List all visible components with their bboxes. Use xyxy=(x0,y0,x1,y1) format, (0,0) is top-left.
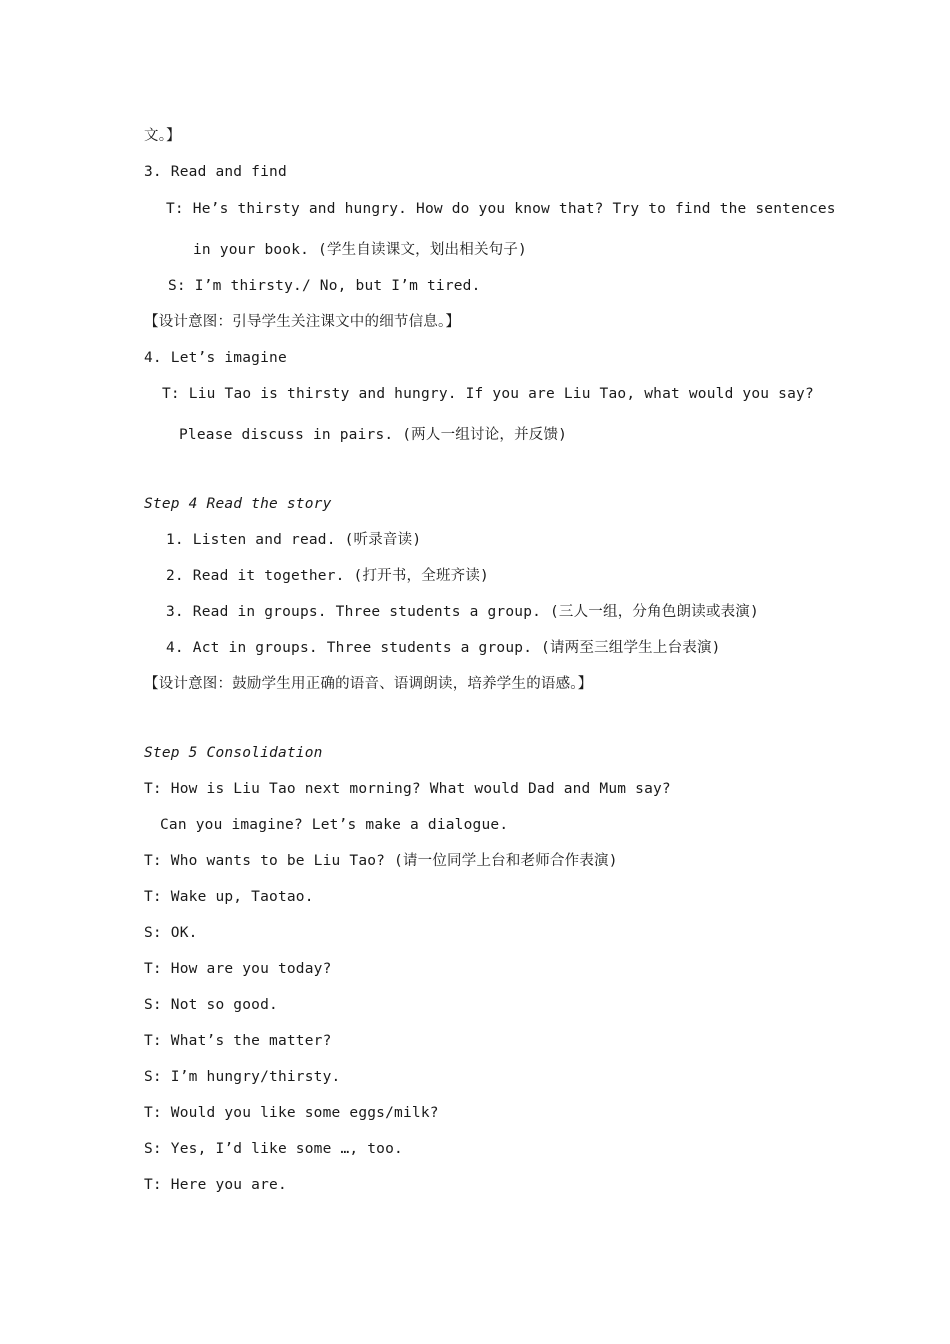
dialogue-line: Can you imagine? Let’s make a dialogue. xyxy=(160,817,509,833)
design-intent-note: 【设计意图：鼓励学生用正确的语音、语调朗读，培养学生的语感。】 xyxy=(144,676,593,692)
text-line: in your book. (学生自读课文，划出相关句子) xyxy=(193,242,527,258)
dialogue-line: T: Wake up, Taotao. xyxy=(144,889,314,905)
text-line: S: I’m thirsty./ No, but I’m tired. xyxy=(168,278,481,294)
list-item: 1. Listen and read. (听录音读) xyxy=(166,532,422,548)
text-line: T: Liu Tao is thirsty and hungry. If you are Liu Tao, what would you say? xyxy=(162,386,814,402)
list-item: 4. Act in groups. Three students a group. (请两至三组学生上台表演) xyxy=(166,640,721,656)
dialogue-line: T: Who wants to be Liu Tao? (请一位同学上台和老师合作表演) xyxy=(144,853,618,869)
section-heading: 3. Read and find xyxy=(144,164,287,180)
dialogue-line: S: Yes, I’d like some …, too. xyxy=(144,1141,403,1157)
dialogue-line: T: How is Liu Tao next morning? What would Dad and Mum say? xyxy=(144,781,671,797)
text-line: T: He’s thirsty and hungry. How do you know that? Try to find the sentences xyxy=(166,201,836,217)
text-line: 文。】 xyxy=(144,128,181,144)
dialogue-line: S: OK. xyxy=(144,925,198,941)
section-heading: 4. Let’s imagine xyxy=(144,350,287,366)
list-item: 3. Read in groups. Three students a group. (三人一组，分角色朗读或表演) xyxy=(166,604,759,620)
text-line: Please discuss in pairs. (两人一组讨论，并反馈) xyxy=(179,427,568,443)
dialogue-line: S: I’m hungry/thirsty. xyxy=(144,1069,341,1085)
step-heading: Step 5 Consolidation xyxy=(144,745,323,761)
dialogue-line: T: Would you like some eggs/milk? xyxy=(144,1105,439,1121)
design-intent-note: 【设计意图：引导学生关注课文中的细节信息。】 xyxy=(144,314,461,330)
dialogue-line: T: Here you are. xyxy=(144,1177,287,1193)
list-item: 2. Read it together. (打开书，全班齐读) xyxy=(166,568,489,584)
dialogue-line: T: How are you today? xyxy=(144,961,332,977)
dialogue-line: T: What’s the matter? xyxy=(144,1033,332,1049)
step-heading: Step 4 Read the story xyxy=(144,496,332,512)
dialogue-line: S: Not so good. xyxy=(144,997,278,1013)
